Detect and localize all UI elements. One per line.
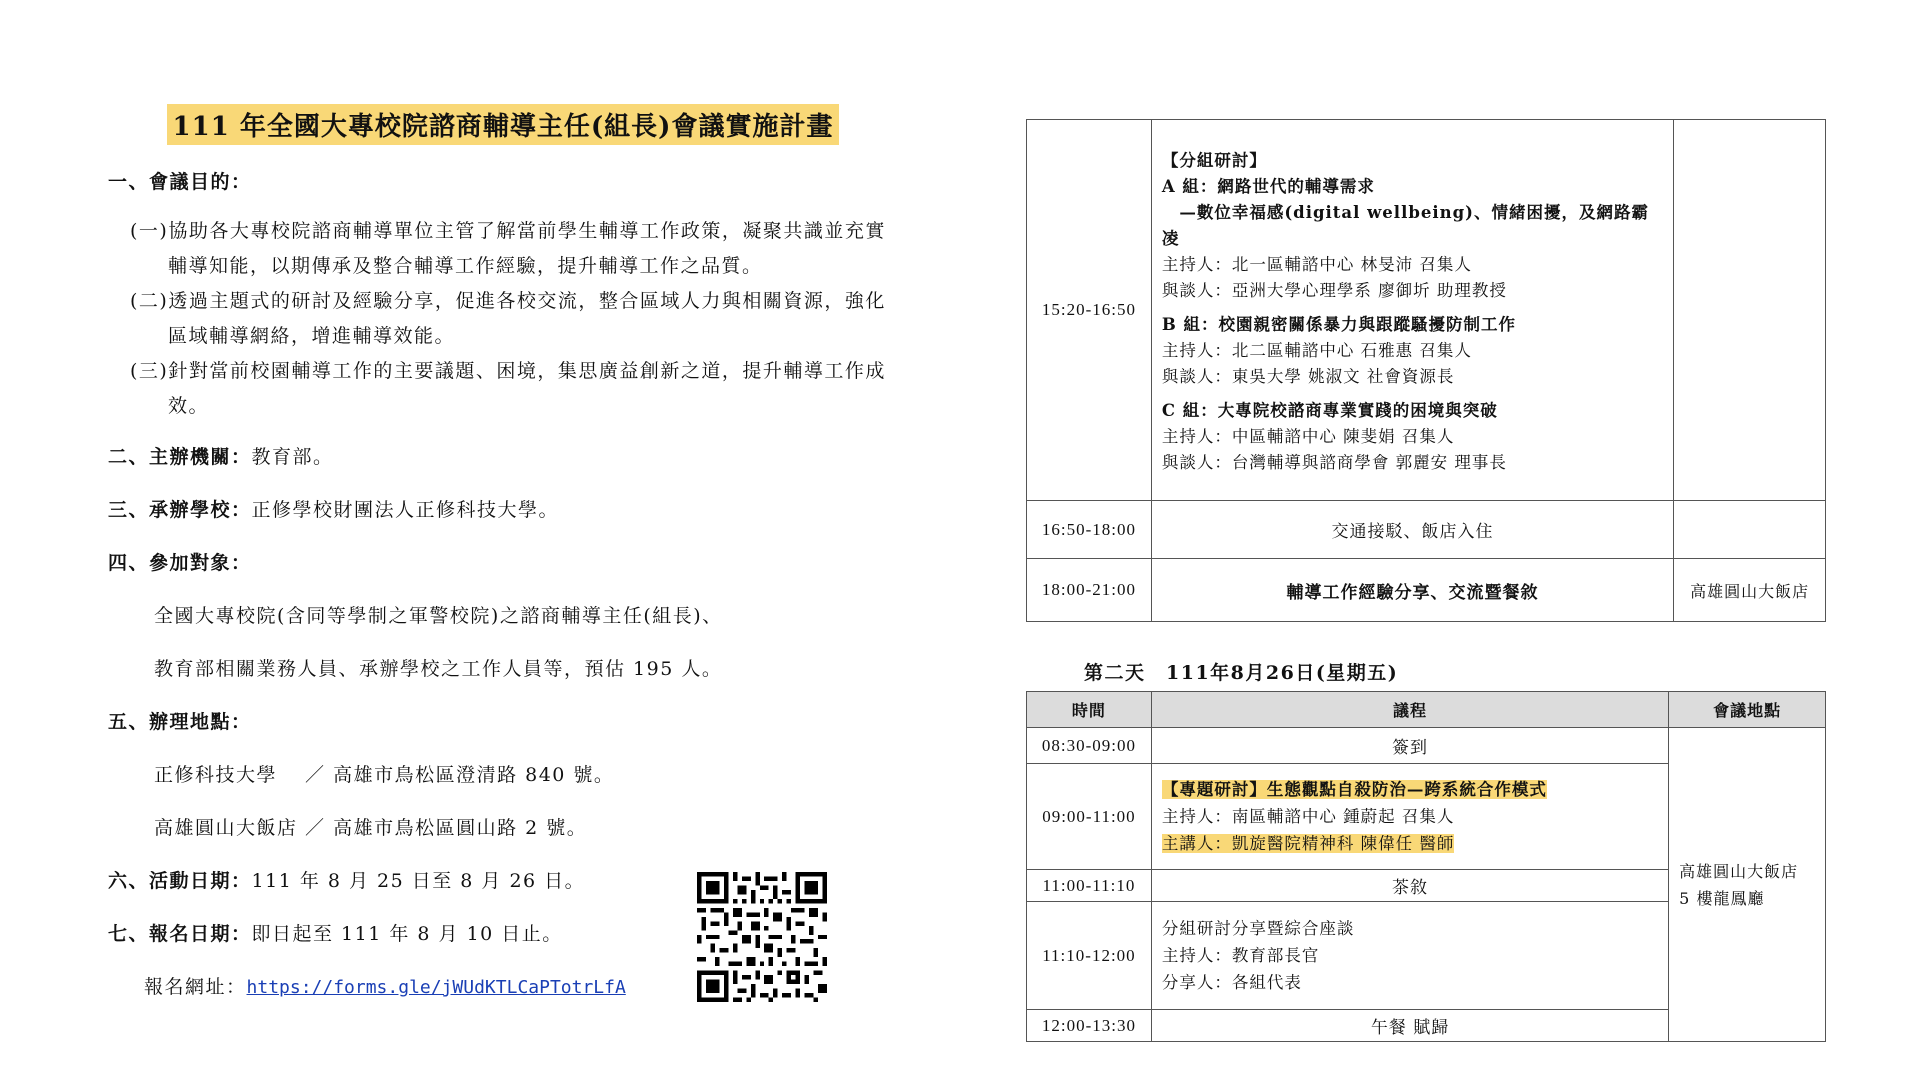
agenda-line: 主持人：北二區輔諮中心 石雅惠 召集人 xyxy=(1161,341,1472,360)
host-heading: 三、承辦學校： xyxy=(108,499,252,521)
day1-row2-venue xyxy=(1674,501,1826,559)
day2-row3-agenda: 茶敘 xyxy=(1151,870,1668,902)
agenda-line: 主持人：教育部長官 xyxy=(1161,946,1320,965)
day2-row4-agenda xyxy=(1151,902,1668,1010)
header-venue: 會議地點 xyxy=(1669,692,1826,728)
agenda-line: 【分組研討】 xyxy=(1161,151,1267,170)
participants-line-2: 教育部相關業務人員、承辦學校之工作人員等，預估 195 人。 xyxy=(154,658,723,680)
qr-code-icon xyxy=(697,872,827,1002)
registration-url-label: 報名網址： xyxy=(144,976,247,998)
agenda-line: 與談人：亞洲大學心理學系 廖御圻 助理教授 xyxy=(1161,281,1507,300)
day1-row1-agenda xyxy=(1151,120,1673,501)
right-column xyxy=(1026,119,1826,1042)
day2-row3-time: 11:00-11:10 xyxy=(1027,870,1152,902)
host-value: 正修學校財團法人正修科技大學。 xyxy=(251,499,560,521)
host-row xyxy=(108,493,988,528)
registration-value: 即日起至 111 年 8 月 10 日止。 xyxy=(251,923,563,945)
day2-schedule-table xyxy=(1026,691,1826,1042)
agenda-line: A 組：網路世代的輔導需求 xyxy=(1161,177,1375,196)
day2-row2-agenda xyxy=(1151,764,1668,870)
agenda-line: 主講人：凱旋醫院精神科 陳偉任 醫師 xyxy=(1161,834,1455,853)
page-title: 111 年全國大專校院諮商輔導主任(組長)會議實施計畫 xyxy=(167,104,840,145)
table-row xyxy=(1027,728,1826,764)
purpose-item-3: (三)針對當前校園輔導工作的主要議題、困境，集思廣益創新之道，提升輔導工作成效。 xyxy=(130,360,886,417)
left-column xyxy=(108,104,988,1005)
registration-heading: 七、報名日期： xyxy=(108,923,252,945)
day2-row1-time: 08:30-09:00 xyxy=(1027,728,1152,764)
day2-row1-agenda: 簽到 xyxy=(1151,728,1668,764)
venue-heading: 五、辦理地點： xyxy=(108,711,252,733)
day2-row5-agenda: 午餐 賦歸 xyxy=(1151,1010,1668,1042)
day2-row5-time: 12:00-13:30 xyxy=(1027,1010,1152,1042)
date-value: 111 年 8 月 25 日至 8 月 26 日。 xyxy=(251,870,586,892)
organizer-value: 教育部。 xyxy=(251,446,334,468)
venue-line-2: 高雄圓山大飯店 ／ 高雄市鳥松區圓山路 2 號。 xyxy=(154,817,588,839)
registration-url-row xyxy=(108,970,988,1005)
day2-row4-time: 11:10-12:00 xyxy=(1027,902,1152,1010)
day2-venue-line-2: 5 樓龍鳳廳 xyxy=(1679,888,1765,908)
agenda-line: 分組研討分享暨綜合座談 xyxy=(1161,919,1355,938)
day1-row2-agenda: 交通接駁、飯店入住 xyxy=(1151,501,1673,559)
venue-line-1: 正修科技大學 ／ 高雄市鳥松區澄清路 840 號。 xyxy=(154,764,615,786)
agenda-line: B 組：校園親密關係暴力與跟蹤騷擾防制工作 xyxy=(1161,315,1517,334)
day1-row3-time: 18:00-21:00 xyxy=(1027,559,1152,622)
table-row xyxy=(1027,120,1826,501)
date-row xyxy=(108,864,988,899)
day2-row2-time: 09:00-11:00 xyxy=(1027,764,1152,870)
agenda-line: —數位幸福感(digital wellbeing)、情緒困擾，及網路霸凌 xyxy=(1161,203,1649,248)
table-row xyxy=(1027,559,1826,622)
day2-venue xyxy=(1669,728,1826,1042)
agenda-line: 分享人：各組代表 xyxy=(1161,973,1302,992)
agenda-line: 主持人：南區輔諮中心 鍾蔚起 召集人 xyxy=(1161,807,1455,826)
organizer-row xyxy=(108,440,988,475)
agenda-line: 主持人：中區輔諮中心 陳斐娟 召集人 xyxy=(1161,427,1455,446)
participants-line-1: 全國大專校院(含同等學制之軍警校院)之諮商輔導主任(組長)、 xyxy=(154,605,723,627)
agenda-line: 【專題研討】生態觀點自殺防治—跨系統合作模式 xyxy=(1161,780,1547,799)
table-row xyxy=(1027,501,1826,559)
day1-row3-venue: 高雄圓山大飯店 xyxy=(1674,559,1826,622)
agenda-line: 與談人：台灣輔導與諮商學會 郭麗安 理事長 xyxy=(1161,453,1507,472)
purpose-item-1: (一)協助各大專校院諮商輔導單位主管了解當前學生輔導工作政策，凝聚共識並充實輔導知能，以期傳承及整合輔導工作經驗，提升輔導工作之品質。 xyxy=(130,220,886,277)
participants-heading: 四、參加對象： xyxy=(108,552,252,574)
day1-schedule-table xyxy=(1026,119,1826,622)
day1-row2-time: 16:50-18:00 xyxy=(1027,501,1152,559)
purpose-list xyxy=(130,214,900,424)
header-time: 時間 xyxy=(1027,692,1152,728)
day1-row3-agenda: 輔導工作經驗分享、交流暨餐敘 xyxy=(1151,559,1673,622)
registration-url-link[interactable]: https://forms.gle/jWUdKTLCaPTotrLfA xyxy=(246,977,626,998)
day1-row1-venue xyxy=(1674,120,1826,501)
day2-heading: 第二天 111年8月26日(星期五) xyxy=(1084,662,1399,684)
purpose-item-2: (二)透過主題式的研討及經驗分享，促進各校交流，整合區域人力與相關資源，強化區域輔導網絡，增進輔導效能。 xyxy=(130,290,886,347)
day2-venue-line-1: 高雄圓山大飯店 xyxy=(1679,861,1799,881)
agenda-line: 與談人：東吳大學 姚淑文 社會資源長 xyxy=(1161,367,1455,386)
agenda-line: C 組：大專院校諮商專業實踐的困境與突破 xyxy=(1161,401,1498,420)
registration-row xyxy=(108,917,988,952)
day1-row1-time: 15:20-16:50 xyxy=(1027,120,1152,501)
header-agenda: 議程 xyxy=(1151,692,1668,728)
table-header-row xyxy=(1027,692,1826,728)
date-heading: 六、活動日期： xyxy=(108,870,252,892)
agenda-line: 主持人：北一區輔諮中心 林旻沛 召集人 xyxy=(1161,255,1472,274)
purpose-heading: 一、會議目的： xyxy=(108,171,252,193)
organizer-heading: 二、主辦機關： xyxy=(108,446,252,468)
